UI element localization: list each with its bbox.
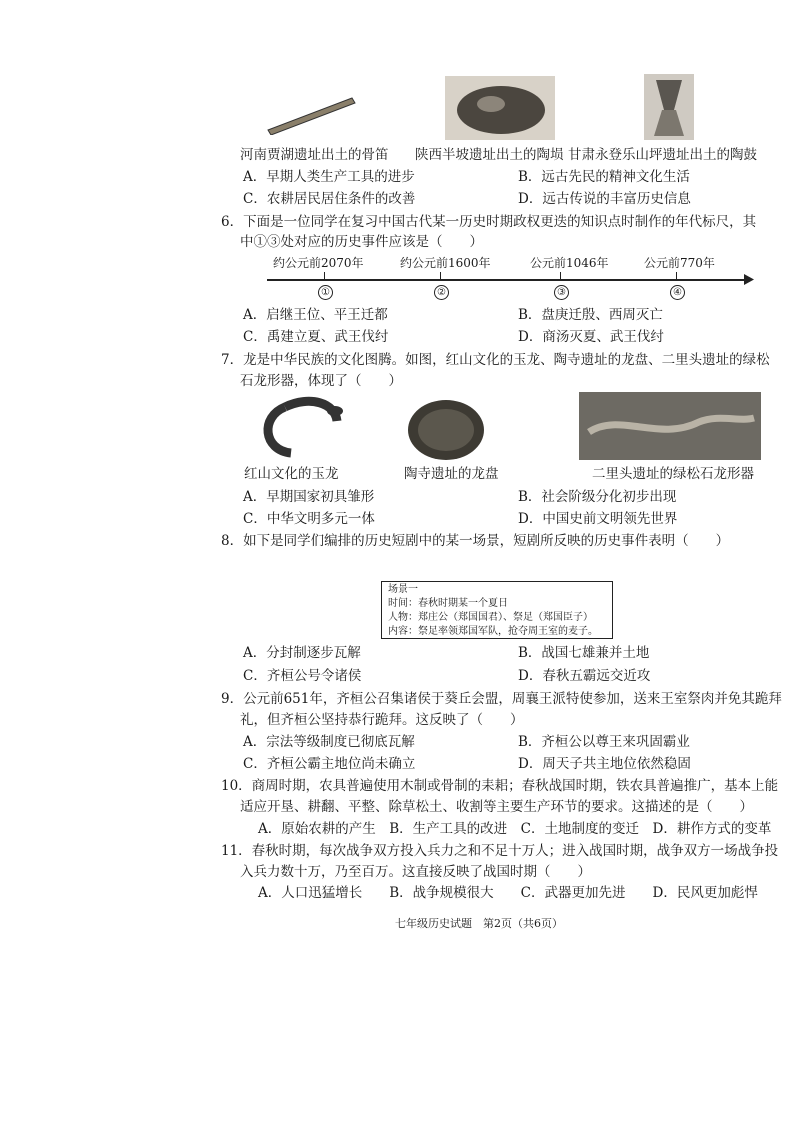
q9-option-d: D．周天子共主地位依然稳固 <box>518 756 691 772</box>
q8-stem: 8．如下是同学们编排的历史短剧中的某一场景，短剧所反映的历史事件表明（ ） <box>221 533 730 549</box>
q6-option-d: D．商汤灭夏、武王伐纣 <box>518 329 664 345</box>
pottery-drum-image <box>644 74 694 140</box>
q6-stem-line2: 中①③处对应的历史事件应该是（ ） <box>240 234 483 250</box>
q10-stem-line2: 适应开垦、耕翻、平整、除草松土、收割等主要生产环节的要求。这描述的是（ ） <box>240 799 753 815</box>
q11-stem-line2: 入兵力数十万，乃至百万。这直接反映了战国时期（ ） <box>240 864 591 880</box>
q5-option-b: B．远古先民的精神文化生活 <box>518 169 690 185</box>
q7-option-d: D．中国史前文明领先世界 <box>518 511 678 527</box>
q8-option-a: A．分封制逐步瓦解 <box>243 645 361 661</box>
q8-option-b: B．战国七雄兼并土地 <box>518 645 650 661</box>
timeline-label-2: 约公元前1600年 <box>400 256 491 270</box>
timeline-mark-4: ④ <box>670 285 685 300</box>
q6-option-c: C．禹建立夏、武王伐纣 <box>243 329 389 345</box>
pottery-xun-image <box>445 76 555 140</box>
q7-stem-line2: 石龙形器，体现了（ ） <box>240 373 402 389</box>
scene-box <box>381 581 613 639</box>
q8-option-d: D．春秋五霸远交近攻 <box>518 668 651 684</box>
bone-flute-caption: 河南贾湖遗址出土的骨笛 <box>240 147 389 163</box>
timeline-tick-3 <box>560 272 561 279</box>
scene-title: 场景一 <box>388 584 418 595</box>
timeline-tick-4 <box>676 272 677 279</box>
timeline-label-3: 公元前1046年 <box>530 256 609 270</box>
jade-dragon-image <box>255 395 350 460</box>
timeline-tick-1 <box>324 272 325 279</box>
bone-flute-image <box>262 90 357 135</box>
q9-option-c: C．齐桓公霸主地位尚未确立 <box>243 756 416 772</box>
q11-options: A．人口迅猛增长 B．战争规模很大 C．武器更加先进 D．民风更加彪悍 <box>258 885 758 901</box>
q9-option-a: A．宗法等级制度已彻底瓦解 <box>243 734 415 750</box>
timeline-mark-1: ① <box>318 285 333 300</box>
page-footer: 七年级历史试题 第2页（共6页） <box>395 917 563 930</box>
q8-option-c: C．齐桓公号令诸侯 <box>243 668 362 684</box>
q7-option-b: B．社会阶级分化初步出现 <box>518 489 677 505</box>
timeline-mark-2: ② <box>434 285 449 300</box>
pottery-xun-caption: 陕西半坡遗址出土的陶埙 <box>415 147 564 163</box>
q6-option-a: A．启继王位、平王迁都 <box>243 307 388 323</box>
q9-stem-line2: 礼，但齐桓公坚持恭行跪拜。这反映了（ ） <box>240 712 524 728</box>
scene-time: 时间：春秋时期某一个夏日 <box>388 598 508 609</box>
q7-stem-line1: 7．龙是中华民族的文化图腾。如图，红山文化的玉龙、陶寺遗址的龙盘、二里头遗址的绿松 <box>221 352 770 368</box>
turquoise-dragon-caption: 二里头遗址的绿松石龙形器 <box>592 466 754 482</box>
timeline-tick-2 <box>440 272 441 279</box>
q9-stem-line1: 9．公元前651年，齐桓公召集诸侯于葵丘会盟，周襄王派特使参加，送来王室祭肉并免其跪拜 <box>221 691 782 707</box>
timeline-label-1: 约公元前2070年 <box>273 256 364 270</box>
q7-option-a: A．早期国家初具雏形 <box>243 489 375 505</box>
dragon-plate-image <box>404 396 489 464</box>
pottery-drum-caption: 甘肃永登乐山坪遗址出土的陶鼓 <box>568 147 757 163</box>
timeline-axis <box>267 279 747 281</box>
timeline-mark-3: ③ <box>554 285 569 300</box>
timeline-label-4: 公元前770年 <box>644 256 715 270</box>
q7-option-c: C．中华文明多元一体 <box>243 511 375 527</box>
scene-people: 人物：郑庄公（郑国国君）、祭足（郑国臣子） <box>388 612 593 623</box>
q10-options: A．原始农耕的产生 B．生产工具的改进 C．土地制度的变迁 D．耕作方式的变革 <box>258 821 772 837</box>
turquoise-dragon-image <box>579 392 761 460</box>
q6-option-b: B．盘庚迁殷、西周灭亡 <box>518 307 663 323</box>
q6-stem-line1: 6．下面是一位同学在复习中国古代某一历史时期政权更迭的知识点时制作的年代标尺，其 <box>221 214 757 230</box>
q11-stem-line1: 11．春秋时期，每次战争双方投入兵力之和不足十万人；进入战国时期，战争双方一场战争投 <box>221 843 779 859</box>
dragon-plate-caption: 陶寺遗址的龙盘 <box>404 466 499 482</box>
scene-content: 内容：祭足率领郑国军队，抢夺周王室的麦子。 <box>388 626 598 637</box>
q9-option-b: B．齐桓公以尊王来巩固霸业 <box>518 734 690 750</box>
q10-stem-line1: 10．商周时期，农具普遍使用木制或骨制的耒耜；春秋战国时期，铁农具普遍推广，基本上能 <box>221 778 779 794</box>
timeline-arrow-icon <box>744 274 754 285</box>
jade-dragon-caption: 红山文化的玉龙 <box>244 466 339 482</box>
q5-option-d: D．远古传说的丰富历史信息 <box>518 191 691 207</box>
q5-option-a: A．早期人类生产工具的进步 <box>243 169 415 185</box>
q5-option-c: C．农耕居民居住条件的改善 <box>243 191 416 207</box>
